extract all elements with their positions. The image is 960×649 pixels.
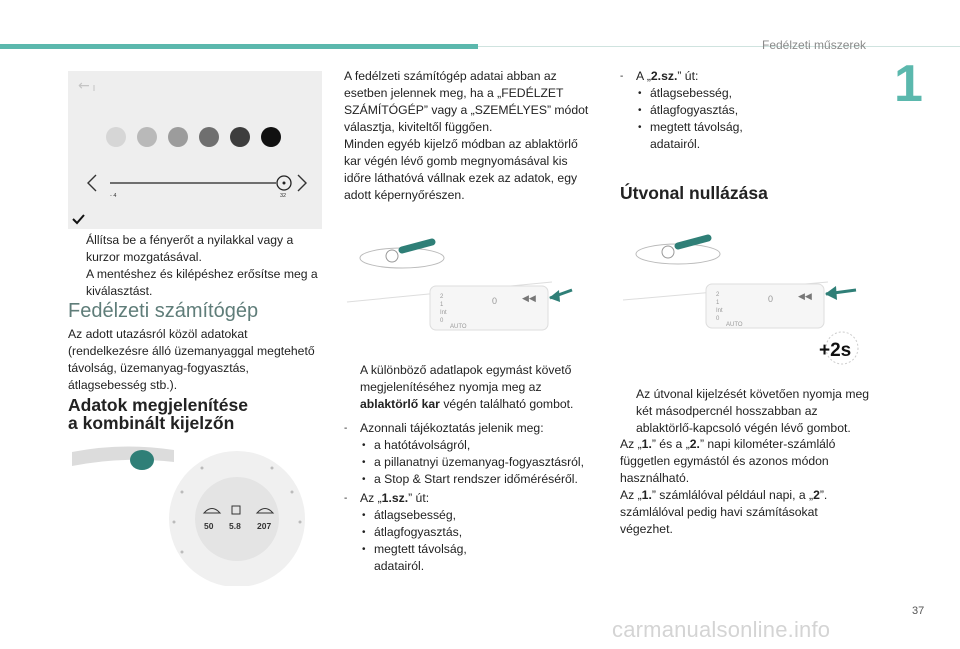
page-number: 37 [912,605,925,617]
col2-bullet: A különböző adatlapok egymást követő megjelenítéséhez nyomja meg az ablaktörlő kar végén található gombot. [344,362,594,413]
instrument-cluster-illustration [62,436,322,586]
gauge-value-range: 50 [204,521,214,531]
brightness-swatch[interactable] [137,127,157,147]
immediate-info-block: - Azonnali tájékoztatás jelenik meg: • a hatótávolságról, • a pillanatnyi üzemanyag-fogyasztásról, • a Stop & Start rendszer időméréséről. [344,421,585,486]
gauge-value-consumption: 5.8 [229,521,241,531]
brightness-swatch[interactable] [106,127,126,147]
svg-text:2: 2 [716,292,720,298]
svg-text:Int: Int [440,310,447,316]
bullet-save: A mentéshez és kilépéshez erősítse meg a kiválasztást. [86,267,318,298]
confirm-check-icon [73,215,84,223]
bullet-mark [344,362,360,413]
section-title: Fedélzeti műszerek [762,38,867,52]
svg-text:0: 0 [440,318,444,324]
bullet-adjust: Állítsa be a fényerőt a nyilakkal vagy a kurzor mozgatásával. [86,233,294,264]
reset-bullet: Az útvonal kijelzését követően nyomja meg két másodpercnél hosszabban az ablaktörlő-kapcsoló végén lévő gombot. [636,387,870,435]
brightness-screen [68,71,322,229]
col1-bullets [70,232,322,300]
stalk-end-double-arrow-icon: ◀◀ [522,293,536,303]
back-arrow-icon: ← [78,78,90,94]
chevron-left-icon [88,175,96,191]
svg-text:2: 2 [440,294,444,300]
steering-wheel-spoke [72,446,174,466]
watermark: carmanualsonline.info [612,617,831,642]
trip1-block: - Az „1.sz.” út: • átlagsebesség, • átlagfogyasztás, • megtett távolság, adatairól. [344,491,467,573]
svg-text:Int: Int [716,308,723,314]
brightness-swatch[interactable] [261,127,281,147]
slider-max-label: 32 [280,193,287,199]
wiper-stalk-illustration-right [618,220,868,370]
header-rule [478,46,960,47]
hold-2s-badge: +2s [819,340,852,361]
brightness-swatch[interactable] [168,127,188,147]
heading-display-data-line2: a kombinált kijelzőn [68,413,235,433]
svg-text:1: 1 [440,302,444,308]
brightness-screen-graphic [68,71,322,229]
onboard-computer-intro: Az adott utazásról közöl adatokat (rendelkezésre álló üzemanyaggal megtehető távolság, üzemanyag-fogyasztás, átlagsebesség stb.). [68,327,315,392]
svg-text:0: 0 [768,294,774,304]
header-accent-bar [0,44,478,49]
chevron-right-icon [298,175,306,191]
brightness-swatch[interactable] [199,127,219,147]
heading-display-data-line1: Adatok megjelenítése [68,395,248,415]
trip-counter-paragraph: Az „1.” és a „2.” napi kilométer-számláló független egymástól és azonos módon használható. Az „1.” számlálóval például napi, a „2”. számlálóval pedig havi számításokat végezhet. [620,437,836,536]
wiper-button-icon [678,238,708,246]
wiper-button-icon [402,242,432,250]
svg-text:1: 1 [716,300,720,306]
gauge-value-distance: 207 [257,521,272,531]
svg-text:0: 0 [716,316,720,322]
onboard-computer-paragraph: A fedélzeti számítógép adatai abban az esetben jelennek meg, ha a „FEDÉLZET SZÁMÍTÓGÉP” vagy a „SZEMÉLYES” módot választja, kiviteltől függően. Minden egyéb kijelző módban az ablaktörlő kar végén lévő gomb megnyomásával kis időre láthatóvá vállnak ezek az adatok, egy adott képernyőrészen. [344,69,589,202]
trip2-block: - A „2.sz.” út: • átlagsebesség, • átlagfogyasztás, • megtett távolság, adatairól. [620,69,743,151]
brightness-swatch[interactable] [230,127,250,147]
stalk-end-double-arrow-icon: ◀◀ [798,291,812,301]
wiper-button-icon [130,450,154,470]
svg-text:0: 0 [492,296,498,306]
chapter-number: 1 [894,55,923,113]
heading-onboard-computer: Fedélzeti számítógép [68,300,259,322]
svg-text:AUTO: AUTO [726,322,743,328]
heading-reset-trip: Útvonal nullázása [620,183,768,203]
wiper-stalk-illustration-left [342,224,578,354]
slider-min-label: - 4 [110,193,117,199]
svg-text:AUTO: AUTO [450,324,467,330]
